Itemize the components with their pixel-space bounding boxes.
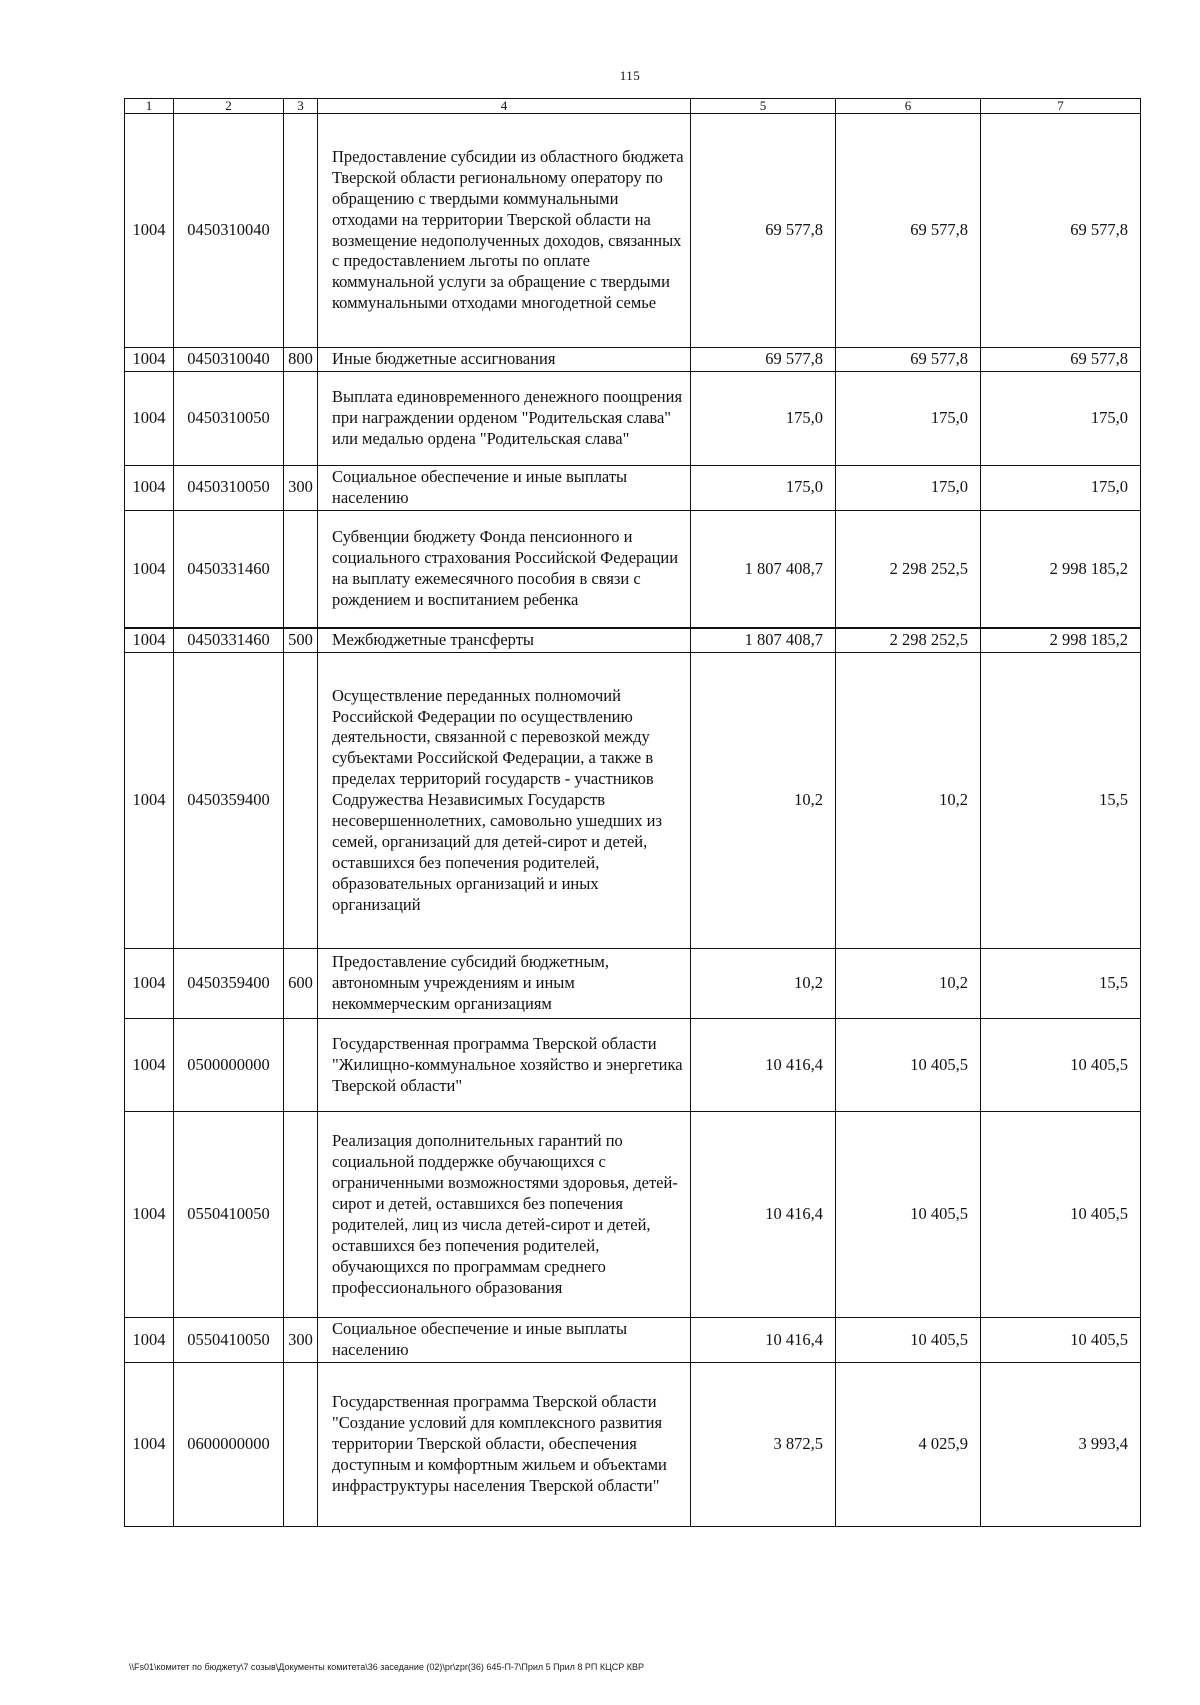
target-article-code: 0550410050: [174, 1112, 284, 1318]
item-description: Предоставление субсидии из областного бюджета Тверской области региональному оператору по обращению с твердыми коммунальными отходами на территории Тверской области на возмещение недополученных доходов, связанных с предоставлением льготы по оплате коммунальной услуги за обращение с твердыми коммунальными отходами многодетной семье: [318, 114, 691, 348]
section-code: 1004: [125, 1363, 174, 1527]
column-header: 1: [125, 99, 174, 114]
section-code: 1004: [125, 465, 174, 510]
amount-year-3: 2 998 185,2: [981, 628, 1141, 652]
amount-year-1: 1 807 408,7: [691, 628, 836, 652]
expense-type-code: 800: [284, 348, 318, 372]
table-row: [125, 949, 1141, 1019]
section-code: 1004: [125, 1112, 174, 1318]
section-code: 1004: [125, 949, 174, 1019]
amount-year-2: 10 405,5: [836, 1112, 981, 1318]
amount-year-3: 69 577,8: [981, 348, 1141, 372]
amount-year-1: 175,0: [691, 465, 836, 510]
item-description: Иные бюджетные ассигнования: [318, 348, 691, 372]
amount-year-2: 175,0: [836, 465, 981, 510]
amount-year-1: 69 577,8: [691, 348, 836, 372]
expense-type-code: [284, 510, 318, 628]
item-description: Выплата единовременного денежного поощрения при награждении орденом "Родительская слава" или медалью ордена "Родительская слава": [318, 371, 691, 465]
expense-type-code: 300: [284, 465, 318, 510]
amount-year-3: 175,0: [981, 465, 1141, 510]
table-row: [125, 1112, 1141, 1318]
amount-year-3: 15,5: [981, 949, 1141, 1019]
target-article-code: 0450310040: [174, 114, 284, 348]
table-row: [125, 1318, 1141, 1363]
amount-year-2: 10,2: [836, 949, 981, 1019]
amount-year-1: 10 416,4: [691, 1318, 836, 1363]
amount-year-1: 3 872,5: [691, 1363, 836, 1527]
table-row: [125, 628, 1141, 652]
expense-type-code: [284, 1363, 318, 1527]
table-row: [125, 348, 1141, 372]
amount-year-1: 1 807 408,7: [691, 510, 836, 628]
expense-type-code: [284, 1112, 318, 1318]
amount-year-2: 2 298 252,5: [836, 510, 981, 628]
item-description: Предоставление субсидий бюджетным, автономным учреждениям и иным некоммерческим организациям: [318, 949, 691, 1019]
column-header: 2: [174, 99, 284, 114]
column-header: 3: [284, 99, 318, 114]
table-row: [125, 510, 1141, 628]
amount-year-2: 10,2: [836, 653, 981, 949]
amount-year-1: 175,0: [691, 371, 836, 465]
item-description: Социальное обеспечение и иные выплаты населению: [318, 465, 691, 510]
amount-year-2: 10 405,5: [836, 1318, 981, 1363]
item-description: Социальное обеспечение и иные выплаты населению: [318, 1318, 691, 1363]
section-code: 1004: [125, 371, 174, 465]
target-article-code: 0450310040: [174, 348, 284, 372]
section-code: 1004: [125, 1318, 174, 1363]
amount-year-1: 10,2: [691, 653, 836, 949]
column-number-header: [125, 99, 1141, 114]
budget-table: [124, 98, 1141, 1527]
column-header: 6: [836, 99, 981, 114]
amount-year-3: 10 405,5: [981, 1318, 1141, 1363]
item-description: Субвенции бюджету Фонда пенсионного и социального страхования Российской Федерации на выплату ежемесячного пособия в связи с рождением и воспитанием ребенка: [318, 510, 691, 628]
table-row: [125, 371, 1141, 465]
amount-year-2: 175,0: [836, 371, 981, 465]
amount-year-2: 10 405,5: [836, 1019, 981, 1112]
item-description: Государственная программа Тверской области "Жилищно-коммунальное хозяйство и энергетика Тверской области": [318, 1019, 691, 1112]
file-path-footer: \\Fs01\комитет по бюджету\7 созыв\Документы комитета\36 заседание (02)\pr\zpr(36) 645-П-7\Прил 5 Прил 8 РП КЦСР КВР: [129, 1662, 645, 1672]
table-row: [125, 1363, 1141, 1527]
page-number: 115: [619, 68, 641, 83]
table-row: [125, 114, 1141, 348]
expense-type-code: [284, 371, 318, 465]
amount-year-2: 2 298 252,5: [836, 628, 981, 652]
column-header: 4: [318, 99, 691, 114]
section-code: 1004: [125, 510, 174, 628]
table-row: [125, 653, 1141, 949]
amount-year-1: 10 416,4: [691, 1019, 836, 1112]
section-code: 1004: [125, 114, 174, 348]
column-header: 7: [981, 99, 1141, 114]
section-code: 1004: [125, 653, 174, 949]
expense-type-code: [284, 1019, 318, 1112]
amount-year-3: 10 405,5: [981, 1112, 1141, 1318]
expense-type-code: 500: [284, 628, 318, 652]
target-article-code: 0450331460: [174, 628, 284, 652]
amount-year-3: 2 998 185,2: [981, 510, 1141, 628]
amount-year-2: 69 577,8: [836, 348, 981, 372]
target-article-code: 0450310050: [174, 465, 284, 510]
section-code: 1004: [125, 1019, 174, 1112]
table-row: [125, 1019, 1141, 1112]
section-code: 1004: [125, 628, 174, 652]
expense-type-code: 300: [284, 1318, 318, 1363]
amount-year-3: 69 577,8: [981, 114, 1141, 348]
table-row: [125, 465, 1141, 510]
target-article-code: 0450331460: [174, 510, 284, 628]
item-description: Межбюджетные трансферты: [318, 628, 691, 652]
target-article-code: 0550410050: [174, 1318, 284, 1363]
amount-year-1: 69 577,8: [691, 114, 836, 348]
target-article-code: 0500000000: [174, 1019, 284, 1112]
expense-type-code: [284, 114, 318, 348]
target-article-code: 0450359400: [174, 653, 284, 949]
target-article-code: 0450310050: [174, 371, 284, 465]
section-code: 1004: [125, 348, 174, 372]
item-description: Осуществление переданных полномочий Российской Федерации по осуществлению деятельности, связанной с перевозкой между субъектами Российской Федерации, а также в пределах территорий государств - участников Содружества Независимых Государств несовершеннолетних, самовольно ушедших из семей, организаций для детей-сирот и детей, оставшихся без попечения родителей, образовательных организаций и иных организаций: [318, 653, 691, 949]
amount-year-2: 4 025,9: [836, 1363, 981, 1527]
amount-year-1: 10 416,4: [691, 1112, 836, 1318]
amount-year-3: 15,5: [981, 653, 1141, 949]
column-header: 5: [691, 99, 836, 114]
target-article-code: 0450359400: [174, 949, 284, 1019]
item-description: Реализация дополнительных гарантий по социальной поддержке обучающихся с ограниченными возможностями здоровья, детей-сирот и детей, оставшихся без попечения родителей, лиц из числа детей-сирот и детей, оставшихся без попечения родителей, обучающихся по программам среднего профессионального образования: [318, 1112, 691, 1318]
expense-type-code: [284, 653, 318, 949]
amount-year-1: 10,2: [691, 949, 836, 1019]
item-description: Государственная программа Тверской области "Создание условий для комплексного развития территории Тверской области, обеспечения доступным и комфортным жильем и объектами инфраструктуры населения Тверской области": [318, 1363, 691, 1527]
expense-type-code: 600: [284, 949, 318, 1019]
amount-year-2: 69 577,8: [836, 114, 981, 348]
amount-year-3: 175,0: [981, 371, 1141, 465]
target-article-code: 0600000000: [174, 1363, 284, 1527]
amount-year-3: 3 993,4: [981, 1363, 1141, 1527]
amount-year-3: 10 405,5: [981, 1019, 1141, 1112]
